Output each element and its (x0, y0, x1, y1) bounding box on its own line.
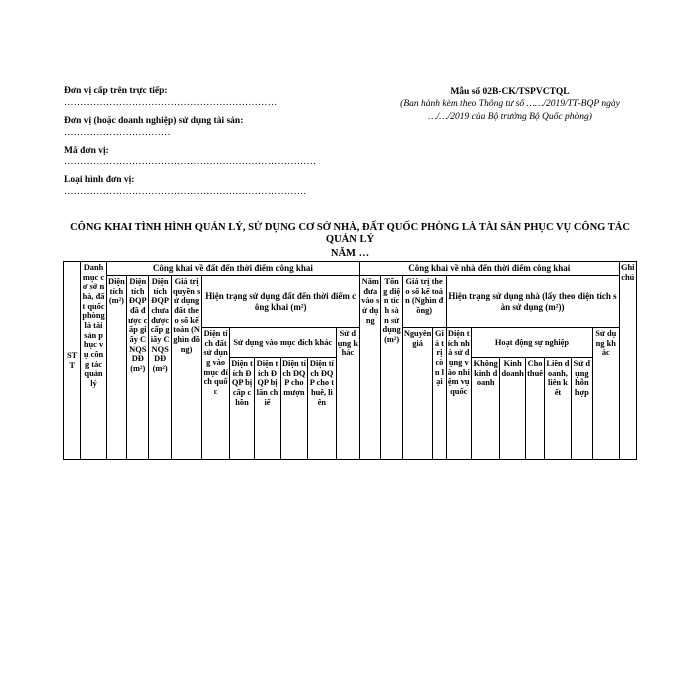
orig-price-header: Nguyên giá (402, 328, 433, 460)
house-group-header: Công khai về nhà đến thời điểm công khai (360, 262, 619, 276)
land-group-header: Công khai về đất đến thời điểm công khai (106, 262, 359, 276)
document-title: CÔNG KHAI TÌNH HÌNH QUẢN LÝ, SỬ DỤNG CƠ SỞ NHÀ, ĐẤT QUỐC PHÒNG LÀ TÀI SẢN PHỤC VỤ CÔNG TÁC QUẢN LÝ (70, 222, 630, 246)
land-other-header: Sử dụng khác (336, 328, 359, 460)
issued-note-line-1: (Ban hành kèm theo Thông tư số ……/2019/TT-BQP ngày (400, 99, 620, 110)
land-status-header: Hiện trạng sử dụng đất đến thời điểm công khai (m²) (202, 276, 360, 328)
unit-info-block (64, 86, 364, 205)
asset-list-header: Danh mục cơ sở nhà, đất quốc phòng là tài sản phục vụ công tác quản lý (81, 262, 106, 460)
for-rent-header: Cho thuê (525, 358, 544, 460)
land-value-header: Giá trị quyền sử dụng đất theo số kế toán (Nghìn đồng) (171, 276, 202, 460)
stt-header: STT (64, 262, 81, 460)
mixed-use-header: Sử dụng hỗn hợp (571, 358, 592, 460)
unit-type-label: Loại hình đơn vị: (64, 175, 135, 186)
land-cert-no-header: Diện tích ĐQP chưa được cấp giấy CNQSDĐ (m²) (149, 276, 171, 460)
land-other-purpose-header: Sử dụng vào mục đích khác (229, 328, 336, 358)
note-header: Ghi chú (619, 262, 636, 460)
house-used-header: Diện tích nhà sử dụng vào nhiệm vụ quốc (446, 328, 471, 460)
document-year: NĂM … (330, 248, 370, 259)
user-unit-label: Đơn vị (hoặc doanh nghiệp) sử dụng tài sản: (64, 115, 244, 126)
no-business-header: Không kinh doanh (471, 358, 499, 460)
book-value-header: Giá trị theo số kế toán (Nghìn đồng) (402, 276, 446, 328)
form-number: Mẫu số 02B-CK/TSPVCTQL (450, 87, 570, 97)
remain-value-header: Giá trị còn lại (433, 328, 446, 460)
land-area-header: Diện tích (m²) (106, 276, 126, 460)
unit-code-field: …………………………………………………………………… (64, 157, 317, 168)
unit-code-label: Mã đơn vị: (64, 145, 109, 156)
user-unit-field: …………………………… (64, 127, 171, 138)
land-used-header: Diện tích đất sử dụng vào mục đích quốc (202, 328, 229, 460)
joint-venture-header: Liên doanh, liên kết (545, 358, 571, 460)
land-borrow-header: Diện tích ĐQP cho mượn (280, 358, 307, 460)
superior-unit-label: Đơn vị cấp trên trực tiếp: (64, 86, 168, 96)
business-header: Kinh doanh (500, 358, 525, 460)
unit-type-field: ………………………………………………………………… (64, 187, 307, 198)
career-header: Hoạt động sự nghiệp (471, 328, 592, 358)
year-use-header: Năm đưa vào sử dụng (360, 276, 381, 460)
other-use-header: Sử dụng khác (593, 328, 619, 460)
land-rent-header: Diện tích ĐQP cho thuê, liên (308, 358, 336, 460)
form-info-block (360, 86, 660, 123)
issued-note-line-2: …/…/2019 của Bộ trưởng Bộ Quốc phòng) (428, 111, 592, 122)
disclosure-table (63, 261, 637, 460)
total-area-header: Tổng diện tích sàn sử dụng (m²) (381, 276, 402, 460)
land-encroached-header: Diện tích ĐQP bị cấp chồn (229, 358, 254, 460)
superior-unit-field: ………………………………………………………… (64, 97, 278, 108)
house-status-header: Hiện trạng sử dụng nhà (lấy theo diện tích sàn sử dụng (m²)) (446, 276, 619, 328)
land-joint-header: Diện tích ĐQP bị lấn chiế (255, 358, 280, 460)
land-cert-yes-header: Diện tích ĐQP đã được cấp giấy CNQSDĐ (m²) (127, 276, 149, 460)
